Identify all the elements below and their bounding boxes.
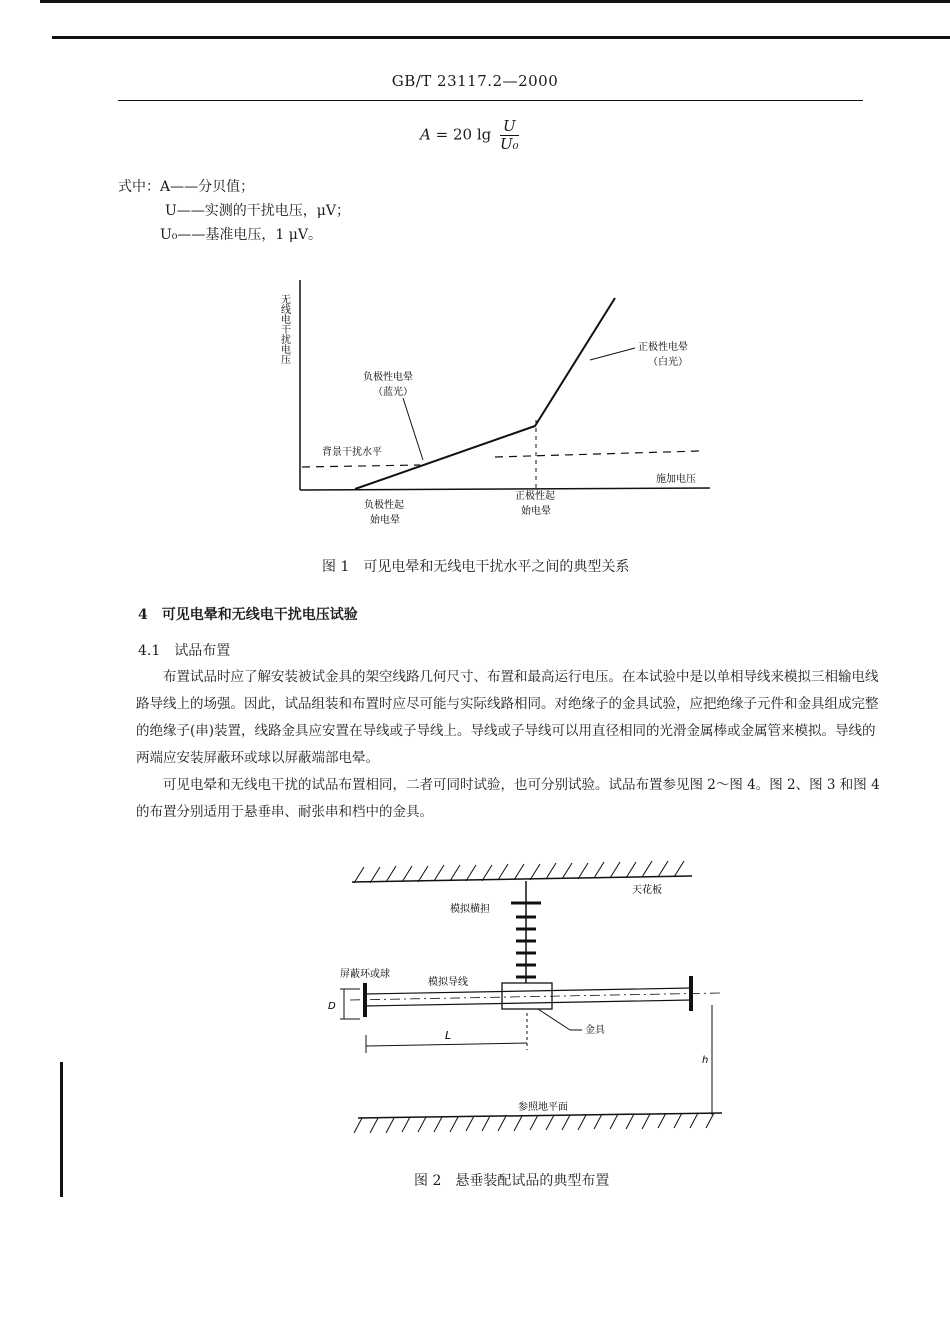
figure1-caption: 图 1 可见电晕和无线电干扰水平之间的典型关系	[322, 559, 630, 575]
where-line-2: U₀——基准电压，1 μV。	[160, 227, 322, 243]
figure2-L-line	[366, 1043, 527, 1046]
figure2-fitting-label: 金具	[585, 1025, 605, 1036]
formula-numerator: U	[500, 118, 519, 136]
figure1-background-label: 背景干扰水平	[322, 447, 382, 458]
figure1-neg-corona-sub: （蓝光）	[373, 387, 413, 398]
figure2-D-label: D	[328, 1001, 336, 1012]
figure1-pos-corona-sub: （白光）	[648, 357, 688, 368]
section-4-1-title: 4.1 试品布置	[138, 643, 231, 659]
scan-edge-mark	[60, 1062, 63, 1197]
header-standard-number: GB/T 23117.2—2000	[391, 72, 559, 90]
figure2-conductor-label: 模拟导线	[428, 977, 468, 988]
figure2-fitting-leader	[538, 1009, 570, 1030]
figure2-shield-label: 屏蔽环或球	[340, 969, 390, 980]
figure1-background-line	[302, 465, 420, 467]
figure1-x-axis	[300, 488, 710, 490]
figure2-crossarm-label: 模拟横担	[450, 904, 490, 915]
header-bottom-line	[118, 100, 863, 101]
header-top-line	[52, 36, 950, 39]
figure1-neg-leader	[403, 398, 423, 460]
formula-denominator: U₀	[500, 135, 519, 153]
figure2-conductor-center	[350, 993, 720, 1000]
figure1-background-line-right	[495, 451, 700, 457]
figure2-ground-label: 参照地平面	[518, 1102, 568, 1113]
figure1-pos-corona-label: 正极性电晕	[638, 342, 688, 353]
figure1-diagram	[270, 270, 730, 535]
figure1-y-label: 无线电干扰电压	[278, 294, 290, 364]
figure2-diagram	[330, 855, 730, 1155]
section-4-1-body	[136, 664, 886, 826]
where-intro: 式中：A——分贝值；	[118, 179, 255, 195]
section-4-1-para-2: 可见电晕和无线电干扰的试品布置相同，二者可同时试验，也可分别试验。试品布置参见图 2～图 4。图 2、图 3 和图 4 的布置分别适用于悬垂串、耐张串和档中的金具。	[136, 777, 880, 820]
figure2-ground-line	[358, 1113, 722, 1118]
figure2-ceiling-label: 天花板	[632, 885, 662, 896]
figure1-neg-corona-label: 负极性电晕	[363, 372, 413, 383]
formula	[420, 118, 519, 153]
section-4-1-para-1: 布置试品时应了解安装被试金具的架空线路几何尺寸、布置和最高运行电压。在本试验中是以单相导线来模拟三相输电线路导线上的场强。因此，试品组装和布置时应尽可能与实际线路相同。对绝缘子的金具试验，应把绝缘子元件和金具组成完整的绝缘子(串)装置，线路金具应安置在导线或子导线上。导线或子导线可以用直径相同的光滑金属棒或金属管来模拟。导线的两端应安装屏蔽环或球以屏蔽端部电晕。	[136, 669, 879, 766]
section-4-title: 4 可见电晕和无线电干扰电压试验	[138, 607, 358, 623]
formula-eq: = 20 lg	[435, 125, 492, 144]
formula-fraction	[500, 118, 519, 153]
figure1-pos-leader	[590, 348, 635, 360]
figure2-L-label: L	[445, 1029, 452, 1042]
where-line-1: U——实测的干扰电压，μV；	[165, 203, 351, 219]
figure2-caption: 图 2 悬垂装配试品的典型布置	[414, 1173, 610, 1189]
formula-lhs: A	[420, 125, 431, 144]
figure1-x-label: 施加电压	[656, 474, 696, 485]
figure2-h-label: h	[702, 1055, 709, 1066]
figure1-pos-onset-label-2: 始电晕	[521, 506, 551, 517]
top-border-line	[40, 0, 950, 3]
figure1-neg-onset-label-1: 负极性起	[364, 500, 404, 511]
figure2-conductor-bottom	[365, 1000, 692, 1006]
figure2-conductor-top	[365, 988, 692, 994]
figure1-neg-onset-label-2: 始电晕	[370, 515, 400, 526]
figure1-pos-onset-label-1: 正极性起	[515, 491, 555, 502]
